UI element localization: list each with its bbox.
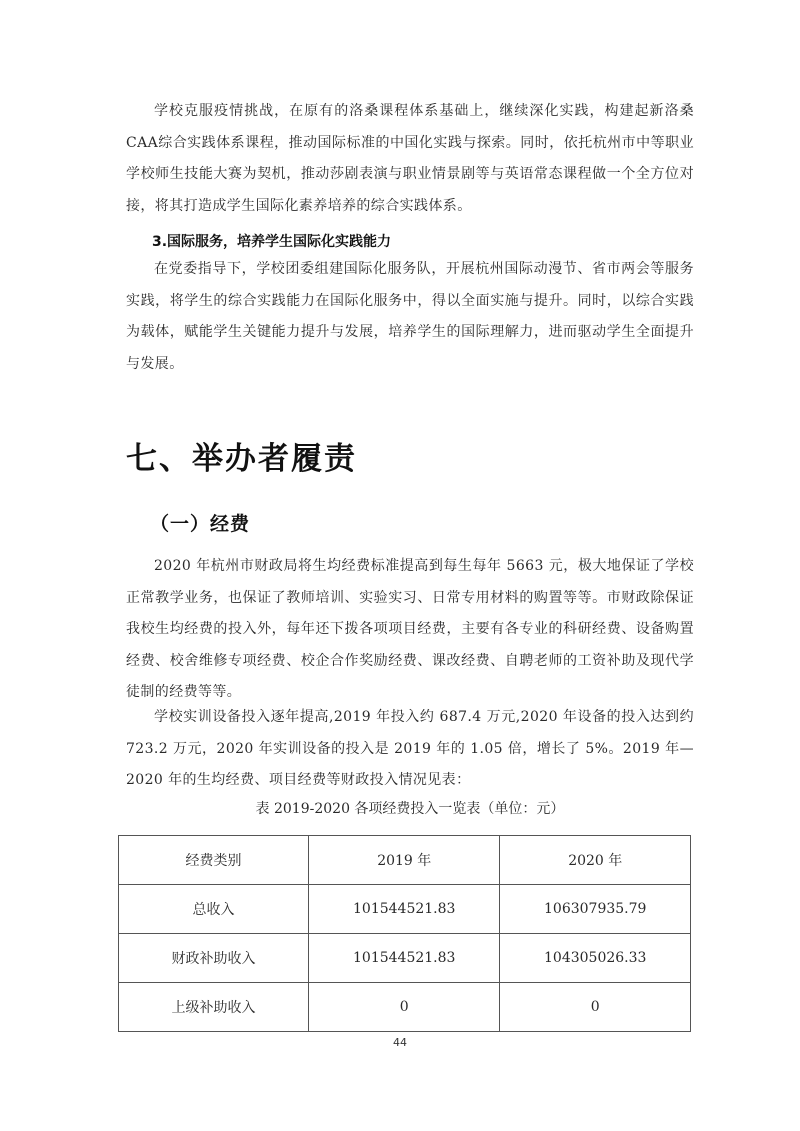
intro-paragraph: 学校克服疫情挑战，在原有的洛桑课程体系基础上，继续深化实践，构建起新洛桑CAA综合实践体系课程，推动国际标准的中国化实践与探索。同时，依托杭州市中等职业学校师生技能大赛为契机，推动莎剧表演与职业情景剧等与英语常态课程做一个全方位对接，将其打造成学生国际化素养培养的综合实践体系。 — [126, 103, 694, 214]
chapter-title: 七、举办者履责 — [126, 441, 357, 477]
table-row — [119, 885, 691, 934]
funding-paragraph-2: 学校实训设备投入逐年提高,2019 年投入约 687.4 万元,2020 年设备的投入达到约 723.2 万元，2020 年实训设备的投入是 2019 年的 1.05 倍，增长了 5%。2019 年—2020 年的生均经费、项目经费等财政投入情况见表： — [126, 709, 694, 788]
row-category: 总收入 — [119, 885, 309, 934]
table-row — [119, 934, 691, 983]
row-value-2020: 106307935.79 — [500, 885, 691, 934]
row-category: 上级补助收入 — [119, 983, 309, 1032]
row-value-2020: 0 — [500, 983, 691, 1032]
header-2019: 2019 年 — [309, 836, 500, 885]
header-2020: 2020 年 — [500, 836, 691, 885]
row-value-2019: 101544521.83 — [309, 885, 500, 934]
row-value-2019: 0 — [309, 983, 500, 1032]
row-category: 财政补助收入 — [119, 934, 309, 983]
header-category: 经费类别 — [119, 836, 309, 885]
funding-paragraph-1: 2020 年杭州市财政局将生均经费标准提高到每生每年 5663 元，极大地保证了学校正常教学业务，也保证了教师培训、实验实习、日常专用材料的购置等等。市财政除保证我校生均经费的投入外，每年还下拨各项项目经费，主要有各专业的科研经费、设备购置经费、校舍维修专项经费、校企合作奖励经费、课改经费、自聘老师的工资补助及现代学徒制的经费等等。 — [126, 558, 694, 700]
service-heading: 3.国际服务，培养学生国际化实践能力 — [152, 234, 392, 250]
funding-table — [118, 835, 691, 1032]
table-caption: 表 2019-2020 各项经费投入一览表（单位：元） — [255, 801, 565, 817]
table-header-row — [119, 836, 691, 885]
service-paragraph: 在党委指导下，学校团委组建国际化服务队，开展杭州国际动漫节、省市两会等服务实践，将学生的综合实践能力在国际化服务中，得以全面实施与提升。同时，以综合实践为载体，赋能学生关键能力提升与发展，培养学生的国际理解力，进而驱动学生全面提升与发展。 — [126, 261, 694, 372]
page-number: 44 — [393, 1036, 407, 1049]
section-subtitle: （一）经费 — [150, 513, 251, 535]
row-value-2020: 104305026.33 — [500, 934, 691, 983]
table-row — [119, 983, 691, 1032]
row-value-2019: 101544521.83 — [309, 934, 500, 983]
